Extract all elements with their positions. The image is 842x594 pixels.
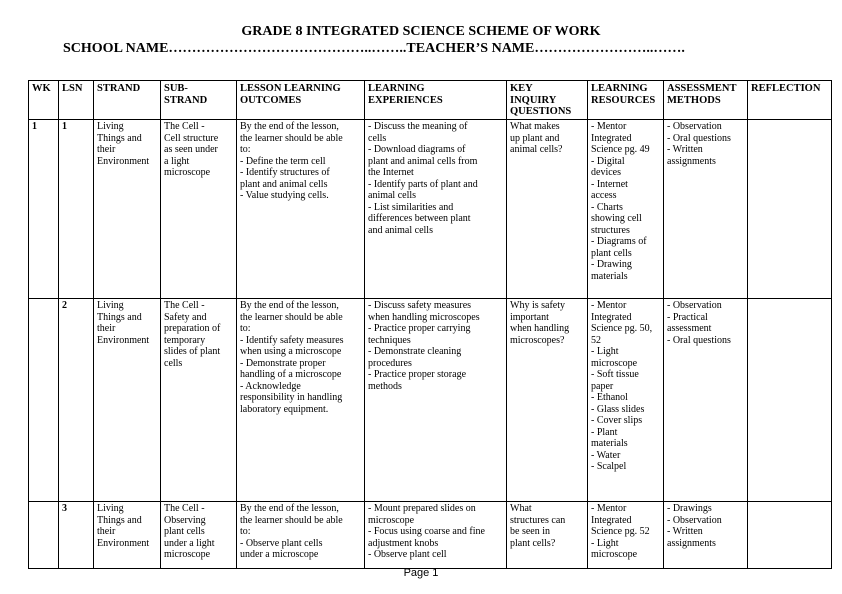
resources-cell	[588, 299, 664, 502]
cell-line: RESOURCES	[591, 94, 656, 106]
cell-line: - Plant	[591, 426, 618, 438]
cell-line: Observing	[164, 514, 206, 526]
cell-line: under a microscope	[240, 549, 319, 560]
strand-cell	[94, 502, 161, 569]
cell-line: plant cells	[164, 526, 205, 537]
cell-line: - Drawing	[591, 259, 632, 270]
cell-line: up plant and	[510, 132, 560, 144]
cell-line: Cell structure	[164, 132, 219, 144]
cell-line: - Focus using coarse and fine	[368, 526, 485, 537]
cell-line: their	[97, 526, 116, 537]
cell-line: - Mentor	[591, 503, 627, 514]
header-row	[29, 81, 832, 120]
cell-line: paper	[591, 380, 614, 392]
cell-line: - Practice proper carrying	[368, 323, 471, 334]
week-cell	[29, 299, 59, 502]
cell-line: Things and	[97, 514, 142, 526]
cell-line: structures can	[510, 514, 566, 526]
cell-line: - Charts	[591, 201, 623, 213]
cell-line: Things and	[97, 311, 142, 323]
lesson-cell: 3	[59, 502, 94, 569]
cell-line: - Practical	[667, 311, 708, 323]
cell-line: - Acknowledge	[240, 380, 301, 392]
resources-cell	[588, 502, 664, 569]
assessment-cell	[664, 120, 748, 299]
cell-line: 52	[591, 334, 601, 346]
cell-line: animal cells	[368, 190, 417, 201]
cell-line: devices	[591, 167, 621, 178]
resources-cell	[588, 120, 664, 299]
cell-line: OUTCOMES	[240, 94, 302, 106]
cell-line: handling of a microscope	[240, 369, 342, 380]
cell-line: - Light	[591, 537, 619, 549]
cell-line: - Observation	[667, 121, 722, 132]
cell-line: Why is safety	[510, 300, 565, 311]
cell-line: Living	[97, 300, 124, 311]
cell-line: - Practice proper storage	[368, 369, 467, 380]
sub-strand-cell	[161, 502, 237, 569]
table-row	[29, 120, 832, 299]
cell-line: plant cells?	[510, 537, 556, 549]
cell-line: - Glass slides	[591, 403, 645, 415]
cell-line: INQUIRY	[510, 94, 557, 106]
cell-line: REFLECTION	[751, 83, 821, 94]
cell-line: - Water	[591, 449, 621, 461]
cell-line: the learner should be able	[240, 132, 343, 144]
cell-line: Environment	[97, 537, 150, 549]
cell-line: - Drawings	[667, 503, 712, 514]
header-sub-strand	[161, 81, 237, 120]
cell-line: - Mount prepared slides on	[368, 503, 476, 514]
cell-line: QUESTIONS	[510, 106, 572, 117]
header-outcomes	[237, 81, 365, 120]
cell-line: Environment	[97, 334, 150, 346]
cell-line: What	[510, 503, 532, 514]
cell-line: their	[97, 323, 116, 334]
strand-cell	[94, 299, 161, 502]
cell-line: preparation of	[164, 323, 221, 334]
cell-line: LESSON LEARNING	[240, 83, 341, 94]
cell-line: - Download diagrams of	[368, 144, 466, 155]
cell-line: - Define the term cell	[240, 155, 326, 167]
table-row	[29, 502, 832, 569]
cell-line: - Digital	[591, 155, 625, 167]
cell-line: - Identify structures of	[240, 167, 330, 178]
cell-line: - Ethanol	[591, 392, 628, 403]
cell-line: microscope	[591, 549, 638, 560]
cell-line: assignments	[667, 537, 716, 549]
header-reflection	[748, 81, 832, 120]
cell-line: LEARNING	[368, 83, 425, 94]
header-lsn	[59, 81, 94, 120]
cell-line: assignments	[667, 155, 716, 167]
header-assessment	[664, 81, 748, 120]
header-wk	[29, 81, 59, 120]
cell-line: Environment	[97, 155, 150, 167]
inquiry-questions-cell	[507, 120, 588, 299]
cell-line: showing cell	[591, 213, 642, 224]
cell-line: microscope	[368, 514, 415, 526]
sub-strand-cell	[161, 120, 237, 299]
cell-line: assessment	[667, 323, 712, 334]
week-cell	[29, 502, 59, 569]
cell-line: - Cover slips	[591, 415, 643, 426]
cell-line: materials	[591, 438, 628, 449]
document-title: GRADE 8 INTEGRATED SCIENCE SCHEME OF WORK	[241, 24, 601, 39]
page-number: Page 1	[403, 567, 439, 579]
assessment-cell	[664, 502, 748, 569]
cell-line: adjustment knobs	[368, 537, 439, 549]
cell-line: cells	[164, 357, 183, 369]
cell-line: - Diagrams of	[591, 236, 647, 247]
cell-line: - Demonstrate cleaning	[368, 346, 462, 357]
cell-line: By the end of the lesson,	[240, 121, 339, 132]
cell-line: be seen in	[510, 526, 550, 537]
assessment-cell	[664, 299, 748, 502]
cell-line: - Discuss safety measures	[368, 300, 472, 311]
outcomes-cell	[237, 299, 365, 502]
cell-line: access	[591, 190, 617, 201]
experiences-cell	[365, 120, 507, 299]
cell-line: - Written	[667, 526, 703, 537]
cell-line: - Written	[667, 144, 703, 155]
cell-line: Integrated	[591, 514, 632, 526]
cell-line: - Discuss the meaning of	[368, 121, 468, 132]
cell-line: LSN	[62, 83, 83, 94]
cell-line: when handling microscopes	[368, 311, 480, 323]
cell-line: cells	[368, 132, 387, 144]
cell-line: laboratory equipment.	[240, 403, 329, 415]
cell-line: methods	[368, 380, 402, 392]
lesson-cell: 2	[59, 299, 94, 502]
reflection-cell	[748, 120, 832, 299]
cell-line: - Oral questions	[667, 334, 731, 346]
cell-line: - Observation	[667, 300, 722, 311]
inquiry-questions-cell	[507, 502, 588, 569]
outcomes-cell	[237, 120, 365, 299]
cell-line: Science pg. 49	[591, 144, 650, 155]
cell-line: EXPERIENCES	[368, 94, 443, 106]
week-cell: 1	[29, 120, 59, 299]
cell-line: STRAND	[97, 83, 141, 94]
cell-line: The Cell -	[164, 503, 205, 514]
cell-line: - Observe plant cell	[368, 549, 447, 560]
cell-line: Science pg. 52	[591, 526, 650, 537]
cell-line: - Identify parts of plant and	[368, 178, 478, 190]
cell-line: important	[510, 311, 549, 323]
cell-line: By the end of the lesson,	[240, 503, 339, 514]
header-resources	[588, 81, 664, 120]
cell-line: plant and animal cells	[240, 178, 328, 190]
cell-line: ASSESSMENT	[667, 83, 737, 94]
cell-line: The Cell -	[164, 300, 205, 311]
cell-line: - Oral questions	[667, 132, 731, 144]
cell-line: techniques	[368, 334, 411, 346]
experiences-cell	[365, 502, 507, 569]
cell-line: microscope	[164, 549, 211, 560]
cell-line: differences between plant	[368, 213, 471, 224]
cell-line: Living	[97, 121, 124, 132]
cell-line: - Soft tissue	[591, 369, 639, 380]
header-strand	[94, 81, 161, 120]
cell-line: What makes	[510, 121, 560, 132]
cell-line: their	[97, 144, 116, 155]
inquiry-questions-cell	[507, 299, 588, 502]
cell-line: - Identify safety measures	[240, 334, 344, 346]
outcomes-cell	[237, 502, 365, 569]
cell-line: STRAND	[164, 94, 208, 106]
cell-line: By the end of the lesson,	[240, 300, 339, 311]
cell-line: microscope	[591, 357, 638, 369]
school-teacher-line: SCHOOL NAME……………………………………..……..TEACHER’S NAME……………………..…….	[63, 41, 685, 56]
cell-line: - Observation	[667, 514, 722, 526]
scheme-of-work-table	[28, 80, 832, 569]
header-inquiry-questions	[507, 81, 588, 120]
cell-line: - Internet	[591, 178, 628, 190]
cell-line: - Mentor	[591, 300, 627, 311]
cell-line: Science pg. 50,	[591, 323, 653, 334]
cell-line: Things and	[97, 132, 142, 144]
cell-line: KEY	[510, 83, 533, 94]
cell-line: - Light	[591, 346, 619, 357]
cell-line: microscope	[164, 167, 211, 178]
reflection-cell	[748, 502, 832, 569]
header-experiences	[365, 81, 507, 120]
cell-line: - Scalpel	[591, 461, 627, 472]
cell-line: a light	[164, 155, 190, 167]
cell-line: The Cell -	[164, 121, 205, 132]
cell-line: and animal cells	[368, 224, 433, 236]
cell-line: - Mentor	[591, 121, 627, 132]
cell-line: the learner should be able	[240, 311, 343, 323]
experiences-cell	[365, 299, 507, 502]
cell-line: animal cells?	[510, 144, 563, 155]
cell-line: Integrated	[591, 311, 632, 323]
cell-line: under a light	[164, 537, 215, 549]
cell-line: microscopes?	[510, 334, 565, 346]
cell-line: responsibility in handling	[240, 392, 343, 403]
cell-line: to:	[240, 323, 251, 334]
cell-line: when using a microscope	[240, 346, 342, 357]
cell-line: Living	[97, 503, 124, 514]
cell-line: - Demonstrate proper	[240, 357, 326, 369]
lesson-cell: 1	[59, 120, 94, 299]
cell-line: structures	[591, 224, 630, 236]
cell-line: - Observe plant cells	[240, 537, 323, 549]
cell-line: plant cells	[591, 247, 632, 259]
cell-line: as seen under	[164, 144, 218, 155]
cell-line: LEARNING	[591, 83, 648, 94]
cell-line: the learner should be able	[240, 514, 343, 526]
cell-line: when handling	[510, 323, 570, 334]
cell-line: SUB-	[164, 83, 188, 94]
cell-line: METHODS	[667, 94, 721, 106]
strand-cell	[94, 120, 161, 299]
cell-line: materials	[591, 270, 628, 282]
cell-line: slides of plant	[164, 346, 221, 357]
sub-strand-cell	[161, 299, 237, 502]
cell-line: to:	[240, 526, 251, 537]
cell-line: - Value studying cells.	[240, 190, 329, 201]
cell-line: WK	[32, 83, 51, 94]
reflection-cell	[748, 299, 832, 502]
cell-line: the Internet	[368, 167, 414, 178]
cell-line: plant and animal cells from	[368, 155, 478, 167]
cell-line: procedures	[368, 357, 412, 369]
table-row	[29, 299, 832, 502]
cell-line: - List similarities and	[368, 201, 454, 213]
cell-line: to:	[240, 144, 251, 155]
cell-line: Integrated	[591, 132, 632, 144]
cell-line: Safety and	[164, 311, 207, 323]
cell-line: temporary	[164, 334, 206, 346]
